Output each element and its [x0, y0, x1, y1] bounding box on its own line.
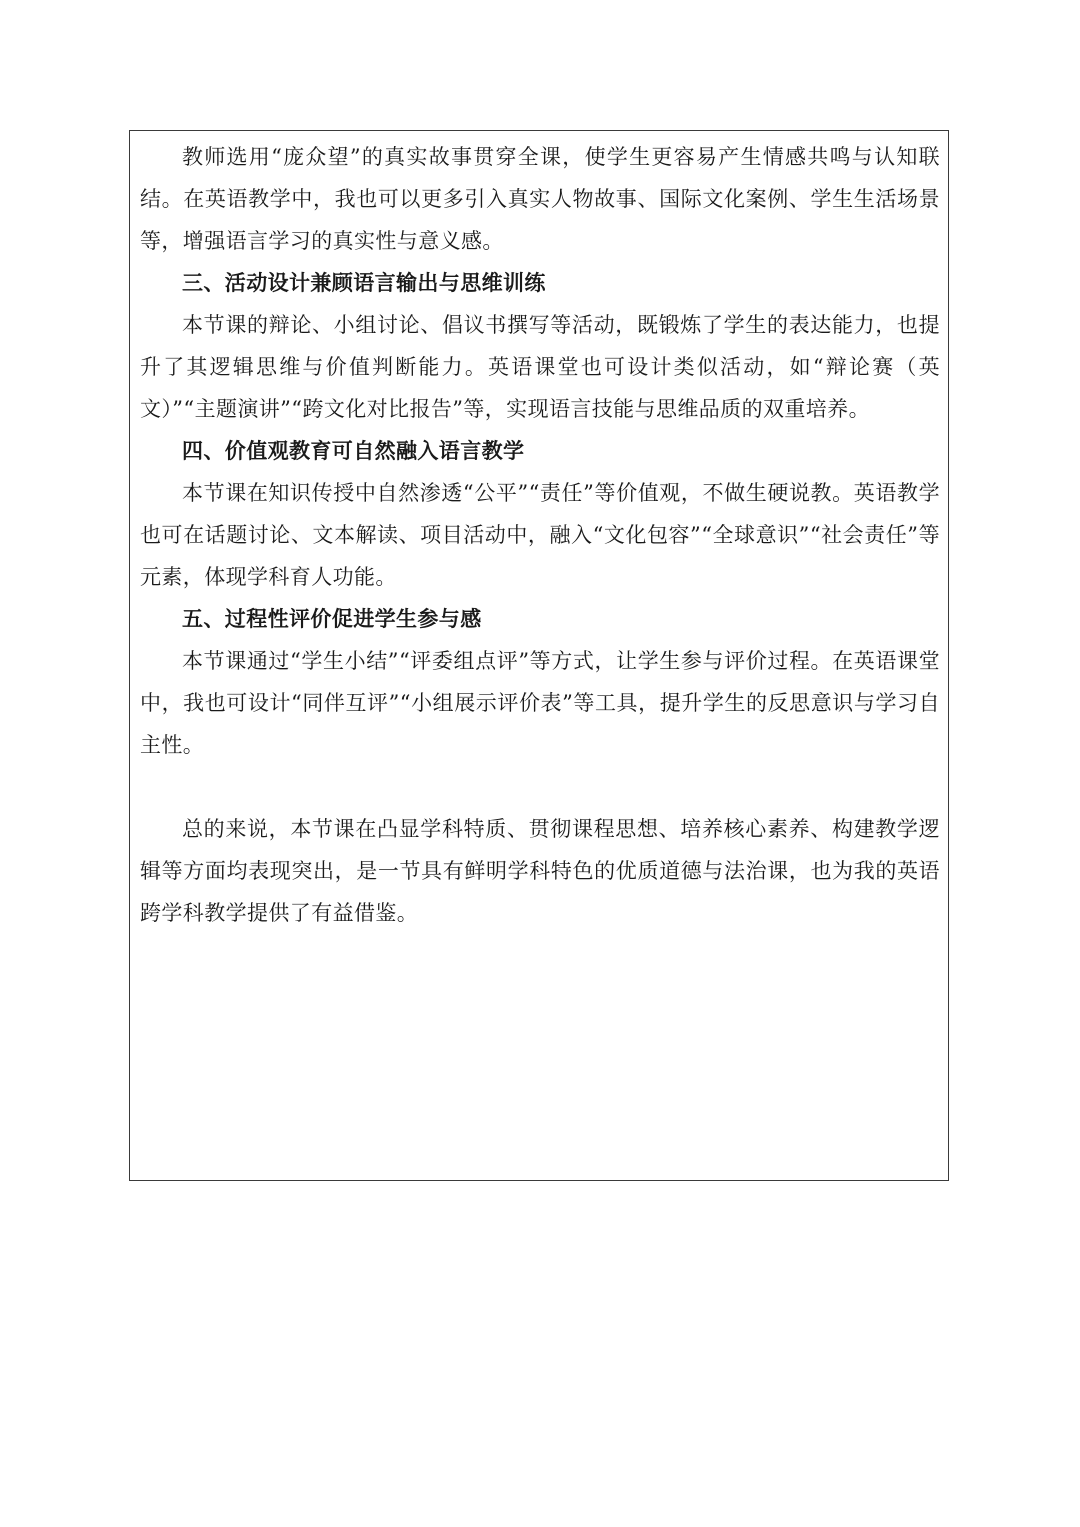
paragraph-values-education: 本节课在知识传授中自然渗透“公平”“责任”等价值观，不做生硬说教。英语教学也可在话题讨论、文本解读、项目活动中，融入“文化包容”“全球意识”“社会责任”等元素，体现学科育人功能。 — [140, 481, 940, 589]
heading-values-education: 四、价值观教育可自然融入语言教学 — [182, 438, 525, 463]
document-frame — [129, 130, 949, 1181]
document-content — [140, 136, 940, 934]
heading-activity-design: 三、活动设计兼顾语言输出与思维训练 — [182, 270, 546, 295]
paragraph-process-evaluation: 本节课通过“学生小结”“评委组点评”等方式，让学生参与评价过程。在英语课堂中，我也可设计“同伴互评”“小组展示评价表”等工具，提升学生的反思意识与学习自主性。 — [140, 649, 940, 757]
paragraph-real-story: 教师选用“庞众望”的真实故事贯穿全课，使学生更容易产生情感共鸣与认知联结。在英语教学中，我也可以更多引入真实人物故事、国际文化案例、学生生活场景等，增强语言学习的真实性与意义感。 — [140, 145, 940, 253]
paragraph-summary: 总的来说，本节课在凸显学科特质、贯彻课程思想、培养核心素养、构建教学逻辑等方面均表现突出，是一节具有鲜明学科特色的优质道德与法治课，也为我的英语跨学科教学提供了有益借鉴。 — [140, 817, 940, 925]
paragraph-spacer — [140, 766, 940, 808]
heading-process-evaluation: 五、过程性评价促进学生参与感 — [182, 606, 482, 631]
paragraph-activity-design: 本节课的辩论、小组讨论、倡议书撰写等活动，既锻炼了学生的表达能力，也提升了其逻辑思维与价值判断能力。英语课堂也可设计类似活动，如“辩论赛（英文）”“主题演讲”“跨文化对比报告”等，实现语言技能与思维品质的双重培养。 — [140, 313, 940, 421]
